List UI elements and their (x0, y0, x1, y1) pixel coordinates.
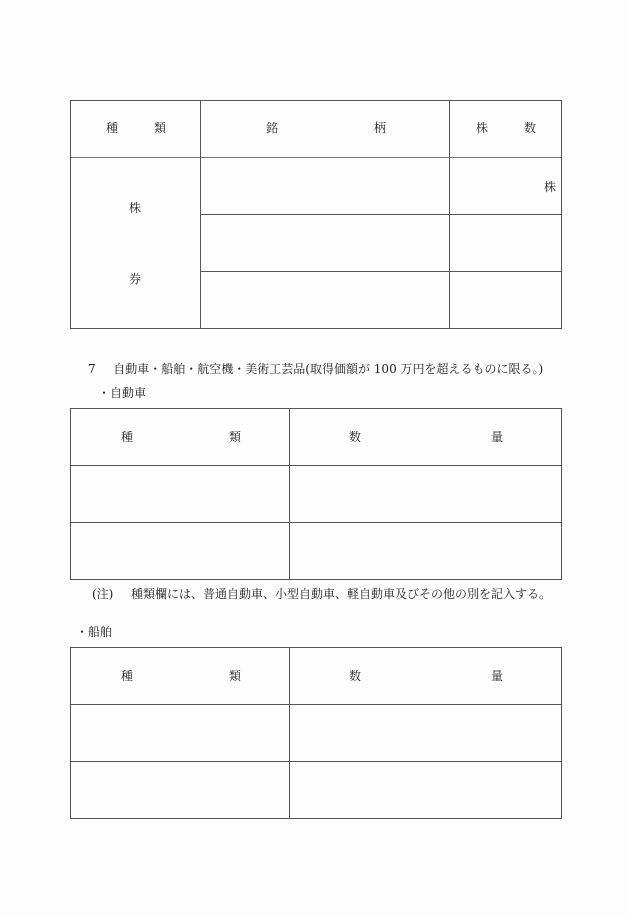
table-border (70, 100, 71, 329)
header-kind-char: 種 (121, 430, 134, 444)
header-kind-char: 類 (228, 430, 241, 444)
header-shares (476, 121, 536, 135)
cars-label: ・自動車 (98, 386, 147, 400)
header-shares-char: 数 (523, 121, 536, 135)
quantity-cell[interactable] (290, 466, 561, 522)
table-border (561, 408, 562, 580)
brand-cell[interactable] (201, 272, 449, 328)
section-heading (88, 362, 543, 376)
brand-cell[interactable] (201, 158, 449, 214)
header-kind (121, 430, 241, 444)
header-quantity-char: 量 (490, 669, 503, 683)
table-border (70, 408, 562, 409)
header-shares-char: 株 (476, 121, 489, 135)
table-border (70, 328, 562, 329)
header-quantity (349, 669, 503, 683)
header-kind-char: 類 (153, 121, 166, 135)
note-prefix: (注) (92, 587, 114, 601)
header-kind-char: 類 (228, 669, 241, 683)
header-brand-char: 柄 (373, 121, 386, 135)
header-brand (266, 121, 386, 135)
kind-cell[interactable] (71, 466, 289, 522)
quantity-cell[interactable] (290, 523, 561, 579)
brand-cell[interactable] (201, 215, 449, 271)
section-number: 7 (88, 362, 96, 376)
header-quantity (349, 430, 503, 444)
kind-label-certificate: 券 (129, 272, 142, 286)
header-brand-char: 銘 (266, 121, 279, 135)
quantity-cell[interactable] (290, 705, 561, 761)
header-quantity-char: 数 (349, 669, 362, 683)
header-quantity-char: 数 (349, 430, 362, 444)
table-border (70, 579, 562, 580)
kind-cell[interactable] (71, 762, 289, 818)
shares-cell[interactable] (450, 215, 561, 271)
section-title: 自動車・船舶・航空機・美術工芸品(取得価額が 100 万円を超えるものに限る。) (113, 362, 544, 376)
table-border (561, 100, 562, 329)
ships-label: ・船舶 (76, 625, 113, 639)
table-border (561, 647, 562, 819)
header-kind-char: 種 (106, 121, 119, 135)
shares-unit: 株 (544, 180, 557, 194)
table-border (70, 100, 562, 101)
kind-label-stock: 株 (129, 201, 142, 215)
table-border (70, 647, 562, 648)
kind-cell[interactable] (71, 705, 289, 761)
note-text: 種類欄には、普通自動車、小型自動車、軽自動車及びその他の別を記入する。 (131, 587, 552, 601)
table-border (70, 818, 562, 819)
header-kind (106, 121, 166, 135)
quantity-cell[interactable] (290, 762, 561, 818)
cars-note (92, 587, 551, 601)
shares-cell[interactable] (450, 158, 540, 214)
header-quantity-char: 量 (490, 430, 503, 444)
header-kind (121, 669, 241, 683)
kind-cell[interactable] (71, 523, 289, 579)
shares-cell[interactable] (450, 272, 561, 328)
header-kind-char: 種 (121, 669, 134, 683)
